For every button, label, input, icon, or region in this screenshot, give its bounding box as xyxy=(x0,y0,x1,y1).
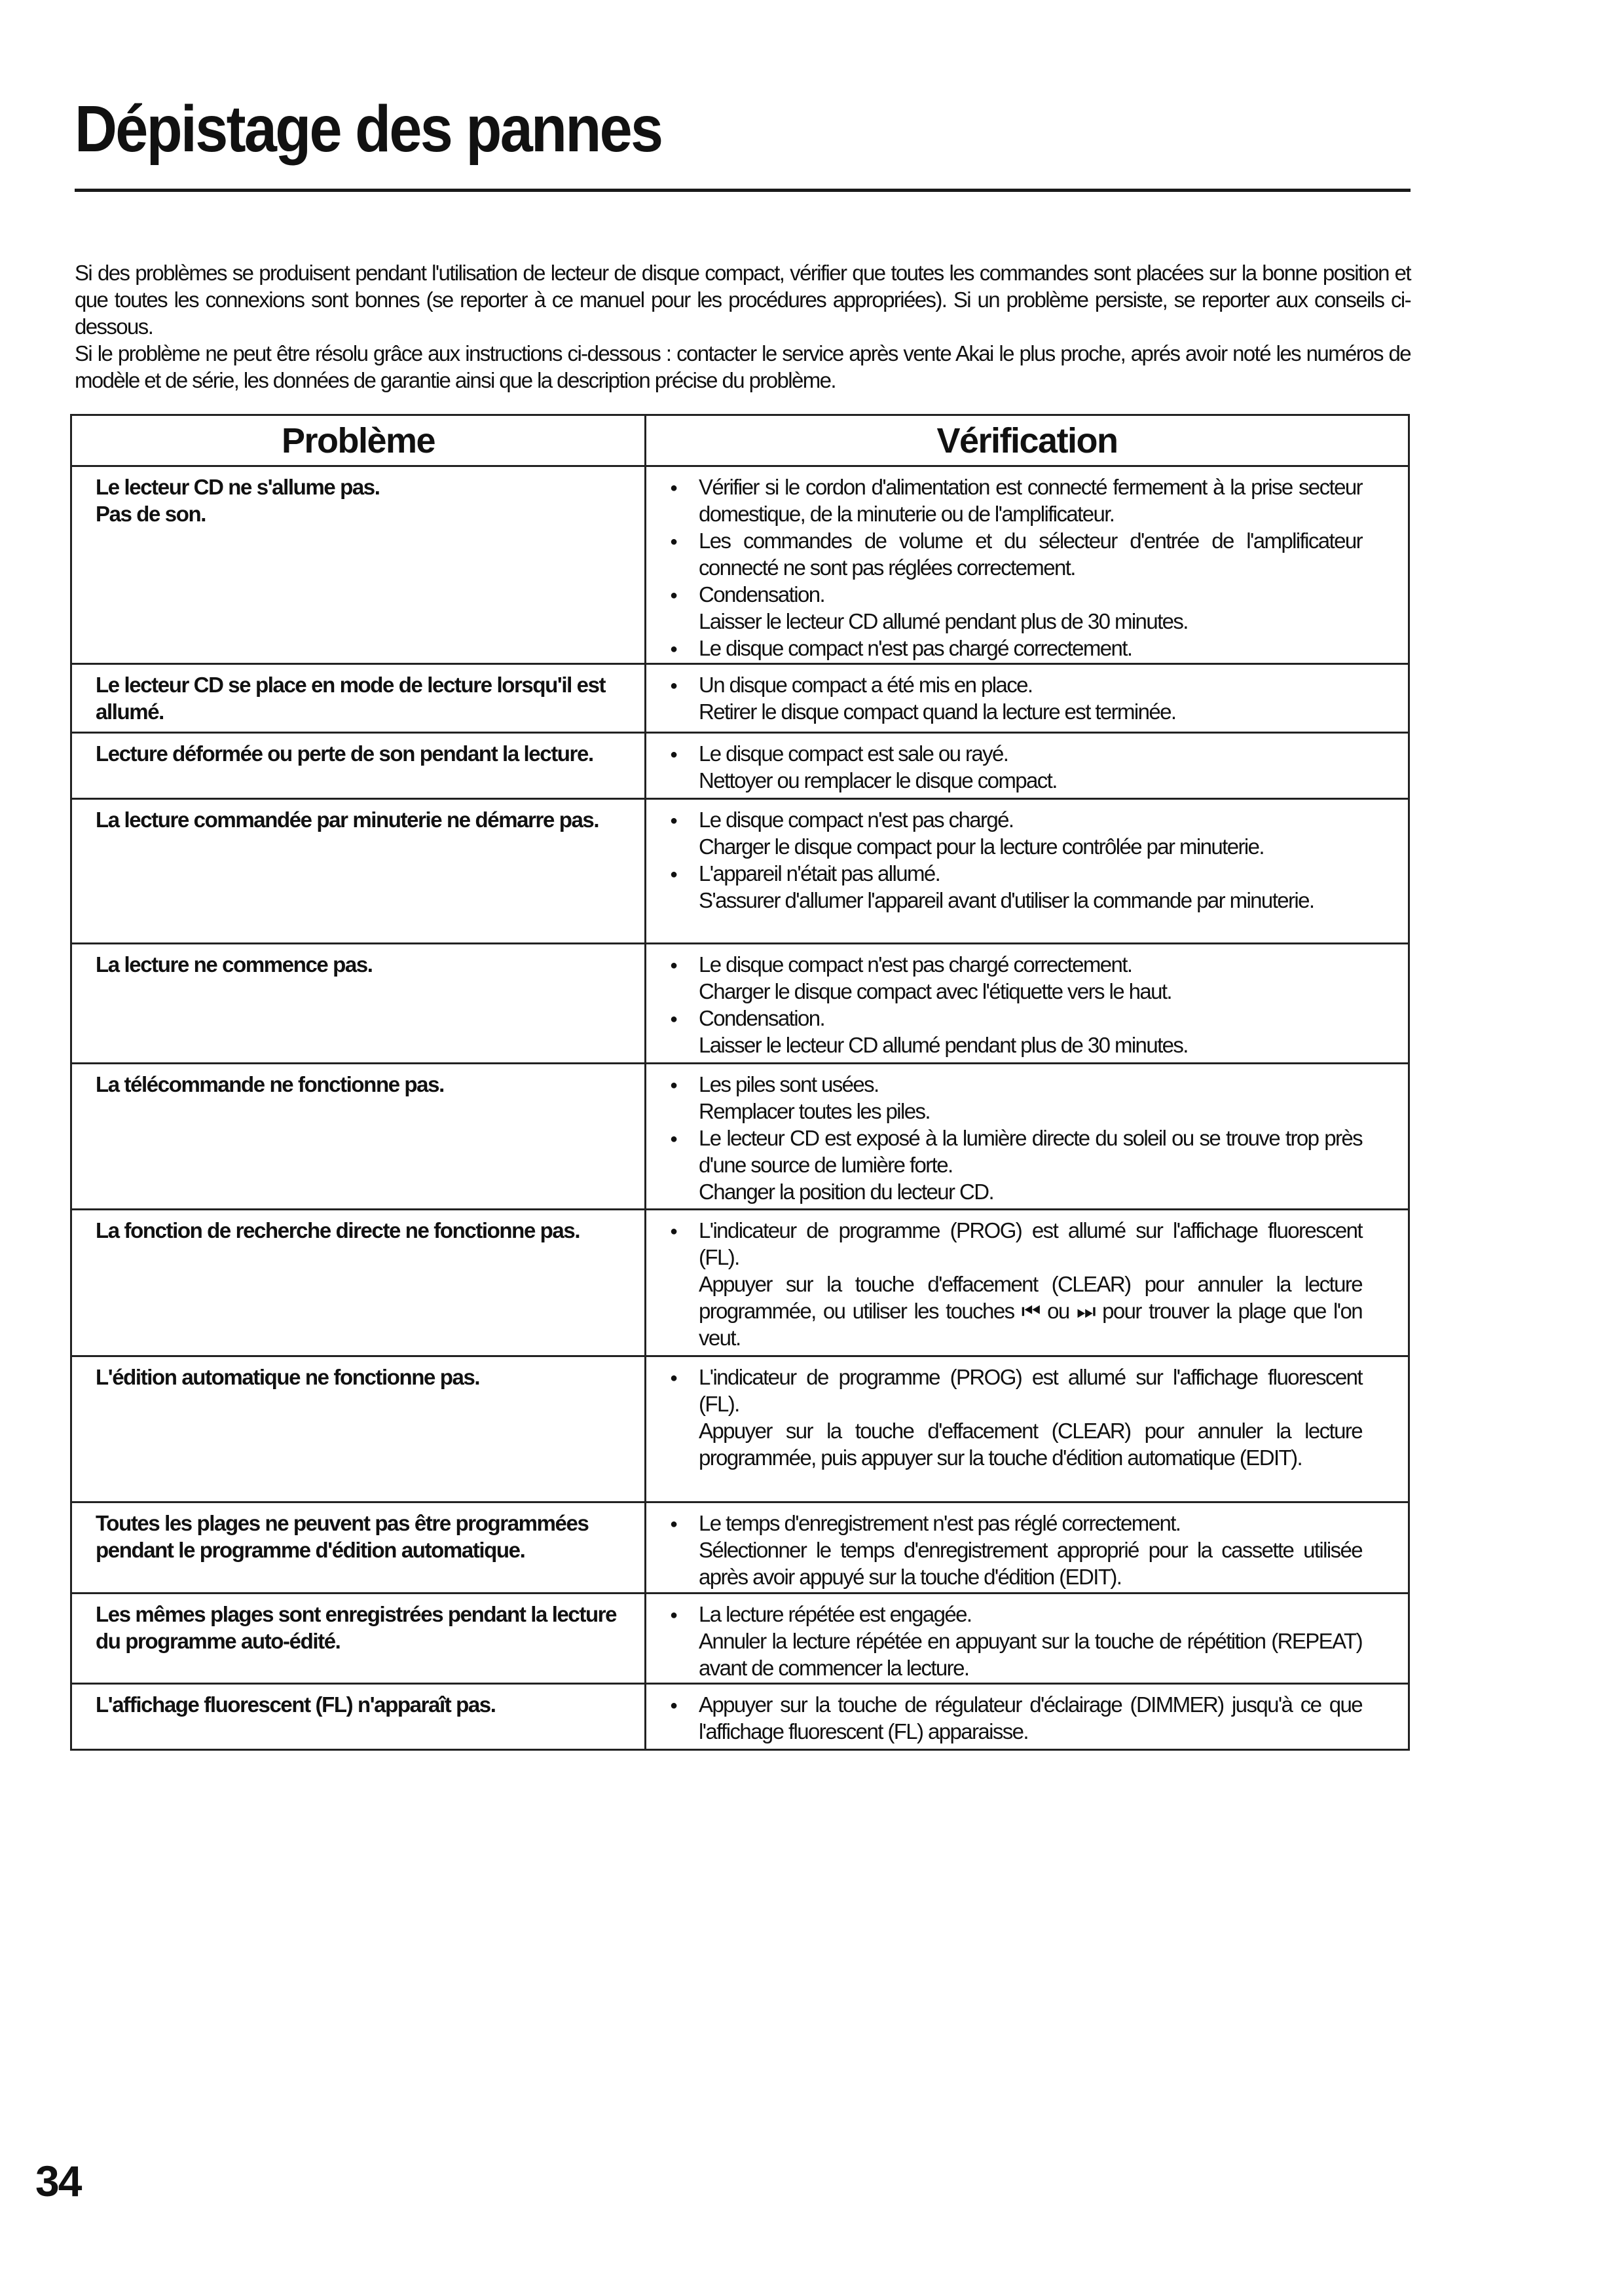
check-text: Le disque compact n'est pas chargé correctement. xyxy=(699,636,1132,660)
problem-cell xyxy=(71,1356,646,1502)
verification-cell xyxy=(646,1594,1409,1684)
intro-paragraph: Si des problèmes se produisent pendant l'utilisation de lecteur de disque compact, vérifier que toutes les commandes sont placées sur la bonne position et que toutes les connexions sont bonnes (se reporter à ce manuel pour les procédures appropriées). Si un problème persiste, se reporter aux conseils ci-dessous. xyxy=(75,261,1411,339)
bullet-icon: ● xyxy=(670,1012,677,1026)
check-text: Appuyer sur la touche d'effacement (CLEAR) pour annuler la lecture programmée, puis appuyer sur la touche d'édition automatique (EDIT). xyxy=(699,1419,1362,1470)
check-item xyxy=(670,635,1362,662)
page-number: 34 xyxy=(35,2157,81,2205)
check-item xyxy=(670,806,1362,833)
check-text: Le disque compact n'est pas chargé. xyxy=(699,808,1014,832)
check-remedy xyxy=(670,767,1362,794)
check-text: Changer la position du lecteur CD. xyxy=(699,1180,994,1204)
problem-cell xyxy=(71,1594,646,1684)
bullet-icon: ● xyxy=(670,747,677,762)
bullet-icon: ● xyxy=(670,1371,677,1385)
check-text: Le disque compact est sale ou rayé. xyxy=(699,741,1008,766)
header-verification: Vérification xyxy=(646,415,1409,466)
check-item xyxy=(670,740,1362,767)
check-text: Un disque compact a été mis en place. xyxy=(699,673,1033,697)
problem-text: Lecture déformée ou perte de son pendant la lecture. xyxy=(96,741,593,766)
check-text: L'indicateur de programme (PROG) est allumé sur l'affichage fluorescent (FL). xyxy=(699,1365,1362,1416)
table-row xyxy=(71,1210,1409,1356)
check-item xyxy=(670,1601,1362,1628)
bullet-icon: ● xyxy=(670,813,677,828)
verification-cell xyxy=(646,1210,1409,1356)
check-text: La lecture répétée est engagée. xyxy=(699,1602,972,1626)
check-text: Condensation. xyxy=(699,1006,825,1030)
table-row xyxy=(71,1502,1409,1594)
problem-cell xyxy=(71,944,646,1064)
problem-text: La fonction de recherche directe ne fonctionne pas. xyxy=(96,1218,580,1242)
intro-paragraph: Si le problème ne peut être résolu grâce aux instructions ci-dessous : contacter le service après vente Akai le plus proche, aprés avoir noté les numéros de modèle et de série, les données de garantie ainsi que la description précise du problème. xyxy=(75,341,1411,392)
check-text: Le temps d'enregistrement n'est pas réglé correctement. xyxy=(699,1511,1181,1535)
table-row xyxy=(71,1356,1409,1502)
check-item xyxy=(670,474,1362,527)
table-row xyxy=(71,733,1409,799)
problem-cell xyxy=(71,1210,646,1356)
bullet-icon: ● xyxy=(670,1517,677,1531)
check-remedy xyxy=(670,833,1362,860)
check-remedy xyxy=(670,1032,1362,1058)
check-remedy xyxy=(670,1417,1362,1471)
check-text: Le disque compact n'est pas chargé correctement. xyxy=(699,952,1132,977)
problem-text: L'édition automatique ne fonctionne pas. xyxy=(96,1365,480,1389)
check-item xyxy=(670,1364,1362,1417)
check-text: L'appareil n'était pas allumé. xyxy=(699,861,940,886)
bullet-icon: ● xyxy=(670,588,677,603)
check-text: Appuyer sur la touche d'effacement (CLEAR) pour annuler la lecture programmée, ou utiliser les touches ⏮ ou ⏭ pour trouver la plage que l'on veut. xyxy=(699,1272,1362,1350)
verification-cell xyxy=(646,664,1409,733)
verification-cell xyxy=(646,1356,1409,1502)
verification-cell xyxy=(646,799,1409,944)
problem-text: Toutes les plages ne peuvent pas être programmées pendant le programme d'édition automatique. xyxy=(96,1511,589,1562)
problem-cell xyxy=(71,1502,646,1594)
bullet-icon: ● xyxy=(670,1078,677,1092)
check-item xyxy=(670,581,1362,608)
bullet-icon: ● xyxy=(670,1132,677,1146)
check-text: Condensation. xyxy=(699,582,825,606)
bullet-icon: ● xyxy=(670,679,677,693)
check-text: Retirer le disque compact quand la lecture est terminée. xyxy=(699,699,1176,724)
problem-cell xyxy=(71,664,646,733)
check-text: Charger le disque compact avec l'étiquette vers le haut. xyxy=(699,979,1172,1003)
check-item xyxy=(670,1071,1362,1098)
bullet-icon: ● xyxy=(670,1224,677,1239)
check-remedy xyxy=(670,978,1362,1005)
check-item xyxy=(670,1217,1362,1271)
check-text: Annuler la lecture répétée en appuyant sur la touche de répétition (REPEAT) avant de commencer la lecture. xyxy=(699,1629,1362,1680)
check-item xyxy=(670,860,1362,887)
page-title: Dépistage des pannes xyxy=(75,92,662,166)
verification-cell xyxy=(646,1502,1409,1594)
check-remedy xyxy=(670,1628,1362,1681)
header-problem: Problème xyxy=(71,415,646,466)
problem-cell xyxy=(71,466,646,664)
check-remedy xyxy=(670,1271,1362,1351)
problem-text: L'affichage fluorescent (FL) n'apparaît pas. xyxy=(96,1692,496,1717)
check-text: Appuyer sur la touche de régulateur d'éclairage (DIMMER) jusqu'à ce que l'affichage fluorescent (FL) apparaisse. xyxy=(699,1692,1362,1743)
problem-text: Le lecteur CD ne s'allume pas. Pas de son. xyxy=(96,475,380,526)
problem-cell xyxy=(71,1684,646,1750)
troubleshooting-table xyxy=(70,414,1410,1751)
bullet-icon: ● xyxy=(670,1608,677,1622)
table-row xyxy=(71,799,1409,944)
problem-text: La lecture ne commence pas. xyxy=(96,952,373,977)
check-remedy xyxy=(670,887,1362,914)
problem-text: Les mêmes plages sont enregistrées pendant la lecture du programme auto-édité. xyxy=(96,1602,617,1653)
problem-cell xyxy=(71,799,646,944)
problem-text: La lecture commandée par minuterie ne démarre pas. xyxy=(96,808,599,832)
bullet-icon: ● xyxy=(670,958,677,973)
check-text: Les commandes de volume et du sélecteur d'entrée de l'amplificateur connecté ne sont pas réglées correctement. xyxy=(699,529,1362,580)
table-row xyxy=(71,466,1409,664)
check-item xyxy=(670,1510,1362,1537)
bullet-icon: ● xyxy=(670,1698,677,1713)
verification-cell xyxy=(646,1684,1409,1750)
problem-cell xyxy=(71,733,646,799)
check-text: Sélectionner le temps d'enregistrement approprié pour la cassette utilisée après avoir appuyé sur la touche d'édition (EDIT). xyxy=(699,1538,1362,1589)
check-remedy xyxy=(670,608,1362,635)
bullet-icon: ● xyxy=(670,867,677,882)
check-remedy xyxy=(670,698,1362,725)
check-text: Laisser le lecteur CD allumé pendant plus de 30 minutes. xyxy=(699,1033,1188,1057)
table-row xyxy=(71,944,1409,1064)
title-rule xyxy=(75,189,1411,192)
verification-cell xyxy=(646,733,1409,799)
check-text: Vérifier si le cordon d'alimentation est connecté fermement à la prise secteur domestique, de la minuterie ou de l'amplificateur. xyxy=(699,475,1362,526)
check-text: S'assurer d'allumer l'appareil avant d'utiliser la commande par minuterie. xyxy=(699,888,1314,912)
check-text: Charger le disque compact pour la lecture contrôlée par minuterie. xyxy=(699,834,1264,859)
check-item xyxy=(670,671,1362,698)
check-item xyxy=(670,951,1362,978)
table-row xyxy=(71,664,1409,733)
check-text: L'indicateur de programme (PROG) est allumé sur l'affichage fluorescent (FL). xyxy=(699,1218,1362,1269)
verification-cell xyxy=(646,1064,1409,1210)
bullet-icon: ● xyxy=(670,642,677,656)
problem-text: La télécommande ne fonctionne pas. xyxy=(96,1072,444,1096)
check-remedy xyxy=(670,1098,1362,1125)
check-text: Nettoyer ou remplacer le disque compact. xyxy=(699,768,1057,792)
table-row xyxy=(71,1064,1409,1210)
check-text: Le lecteur CD est exposé à la lumière directe du soleil ou se trouve trop près d'une source de lumière forte. xyxy=(699,1126,1362,1177)
table-row xyxy=(71,1594,1409,1684)
verification-cell xyxy=(646,944,1409,1064)
verification-cell xyxy=(646,466,1409,664)
problem-text: Le lecteur CD se place en mode de lecture lorsqu'il est allumé. xyxy=(96,673,606,724)
bullet-icon: ● xyxy=(670,534,677,549)
check-item xyxy=(670,1005,1362,1032)
problem-cell xyxy=(71,1064,646,1210)
check-item xyxy=(670,1125,1362,1178)
bullet-icon: ● xyxy=(670,481,677,495)
check-item xyxy=(670,1691,1362,1745)
check-text: Remplacer toutes les piles. xyxy=(699,1099,930,1123)
intro-text xyxy=(75,259,1411,394)
check-text: Les piles sont usées. xyxy=(699,1072,879,1096)
table-row xyxy=(71,1684,1409,1750)
check-item xyxy=(670,527,1362,581)
check-remedy xyxy=(670,1537,1362,1590)
check-text: Laisser le lecteur CD allumé pendant plus de 30 minutes. xyxy=(699,609,1188,633)
check-remedy xyxy=(670,1178,1362,1205)
